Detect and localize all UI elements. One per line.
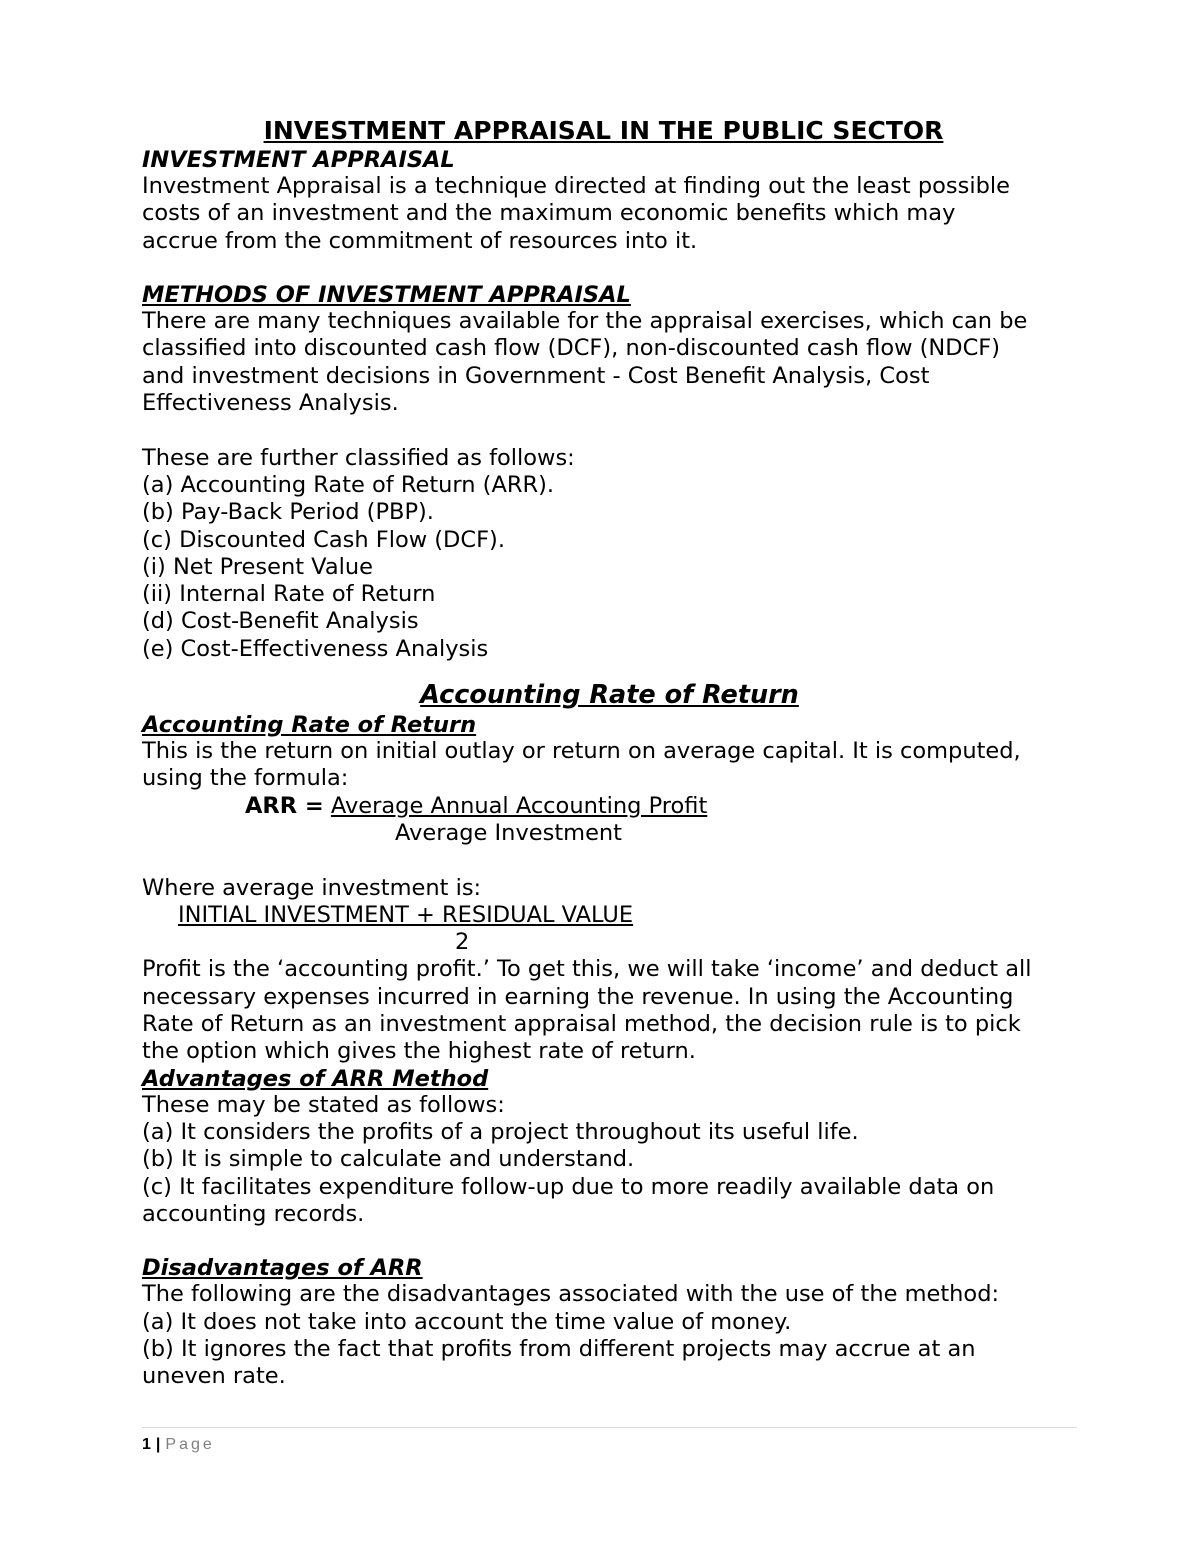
list-item: (b) It is simple to calculate and understand.	[142, 1146, 635, 1173]
arr-formula-denominator: Average Investment	[395, 819, 622, 846]
paragraph-line: and investment decisions in Government - Cost Benefit Analysis, Cost	[142, 362, 930, 389]
list-item: uneven rate.	[142, 1363, 286, 1390]
list-intro: These are further classified as follows:	[142, 444, 575, 471]
arr-formula-label: ARR =	[245, 792, 324, 819]
paragraph-line: This is the return on initial outlay or return on average capital. It is computed,	[142, 738, 1021, 765]
list-item: (b) It ignores the fact that profits from different projects may accrue at an	[142, 1335, 976, 1362]
list-item: (a) It considers the profits of a project throughout its useful life.	[142, 1118, 859, 1145]
list-intro: These may be stated as follows:	[142, 1091, 505, 1118]
page-footer	[142, 1434, 215, 1456]
document-page	[142, 114, 1077, 1391]
paragraph-line: costs of an investment and the maximum economic benefits which may	[142, 200, 956, 227]
page-label: Page	[165, 1436, 215, 1453]
list-item: (b) Pay-Back Period (PBP).	[142, 499, 434, 526]
arr-formula	[142, 793, 1077, 820]
list-item: (e) Cost-Effectiveness Analysis	[142, 635, 489, 662]
paragraph-line: Effectiveness Analysis.	[142, 390, 399, 417]
paragraph-line: Rate of Return as an investment appraisal method, the decision rule is to pick	[142, 1011, 1021, 1038]
avg-investment-denominator: 2	[455, 929, 470, 956]
paragraph-line: accrue from the commitment of resources into it.	[142, 227, 698, 254]
paragraph-line: Investment Appraisal is a technique directed at finding out the least possible	[142, 173, 1010, 199]
list-item: accounting records.	[142, 1200, 365, 1227]
paragraph-line: Where average investment is:	[142, 874, 482, 901]
footer-divider	[142, 1427, 1077, 1428]
page-number: 1	[142, 1436, 151, 1453]
list-item: (ii) Internal Rate of Return	[142, 581, 436, 608]
list-item: (c) Discounted Cash Flow (DCF).	[142, 526, 505, 553]
list-item: (d) Cost-Benefit Analysis	[142, 608, 419, 635]
paragraph-line: Profit is the ‘accounting profit.’ To get this, we will take ‘income’ and deduct all	[142, 956, 1032, 983]
paragraph-line: classified into discounted cash flow (DCF), non-discounted cash flow (NDCF)	[142, 335, 1001, 362]
section-heading-arr-sub: Accounting Rate of Return	[142, 712, 477, 739]
paragraph-line: necessary expenses incurred in earning the revenue. In using the Accounting	[142, 983, 1014, 1010]
document-title: INVESTMENT APPRAISAL IN THE PUBLIC SECTOR	[263, 116, 944, 145]
list-item: (c) It facilitates expenditure follow-up due to more readily available data on	[142, 1173, 995, 1200]
paragraph-line: the option which gives the highest rate of return.	[142, 1038, 696, 1065]
section-heading-disadvantages: Disadvantages of ARR	[142, 1255, 423, 1282]
paragraph-line: There are many techniques available for the appraisal exercises, which can be	[142, 308, 1028, 335]
section-heading-investment-appraisal: INVESTMENT APPRAISAL	[142, 147, 455, 173]
avg-investment-numerator: INITIAL INVESTMENT + RESIDUAL VALUE	[178, 901, 634, 928]
section-heading-advantages: Advantages of ARR Method	[142, 1065, 489, 1092]
list-item: (a) It does not take into account the time value of money.	[142, 1308, 792, 1335]
list-item: (a) Accounting Rate of Return (ARR).	[142, 471, 555, 498]
footer-separator: |	[155, 1436, 161, 1453]
list-item: (i) Net Present Value	[142, 553, 373, 580]
list-intro: The following are the disadvantages associated with the use of the method:	[142, 1281, 1000, 1308]
section-heading-arr-main: Accounting Rate of Return	[420, 680, 799, 711]
section-heading-methods: METHODS OF INVESTMENT APPRAISAL	[142, 282, 631, 309]
paragraph-line: using the formula:	[142, 765, 349, 792]
arr-formula-numerator: Average Annual Accounting Profit	[330, 792, 708, 819]
